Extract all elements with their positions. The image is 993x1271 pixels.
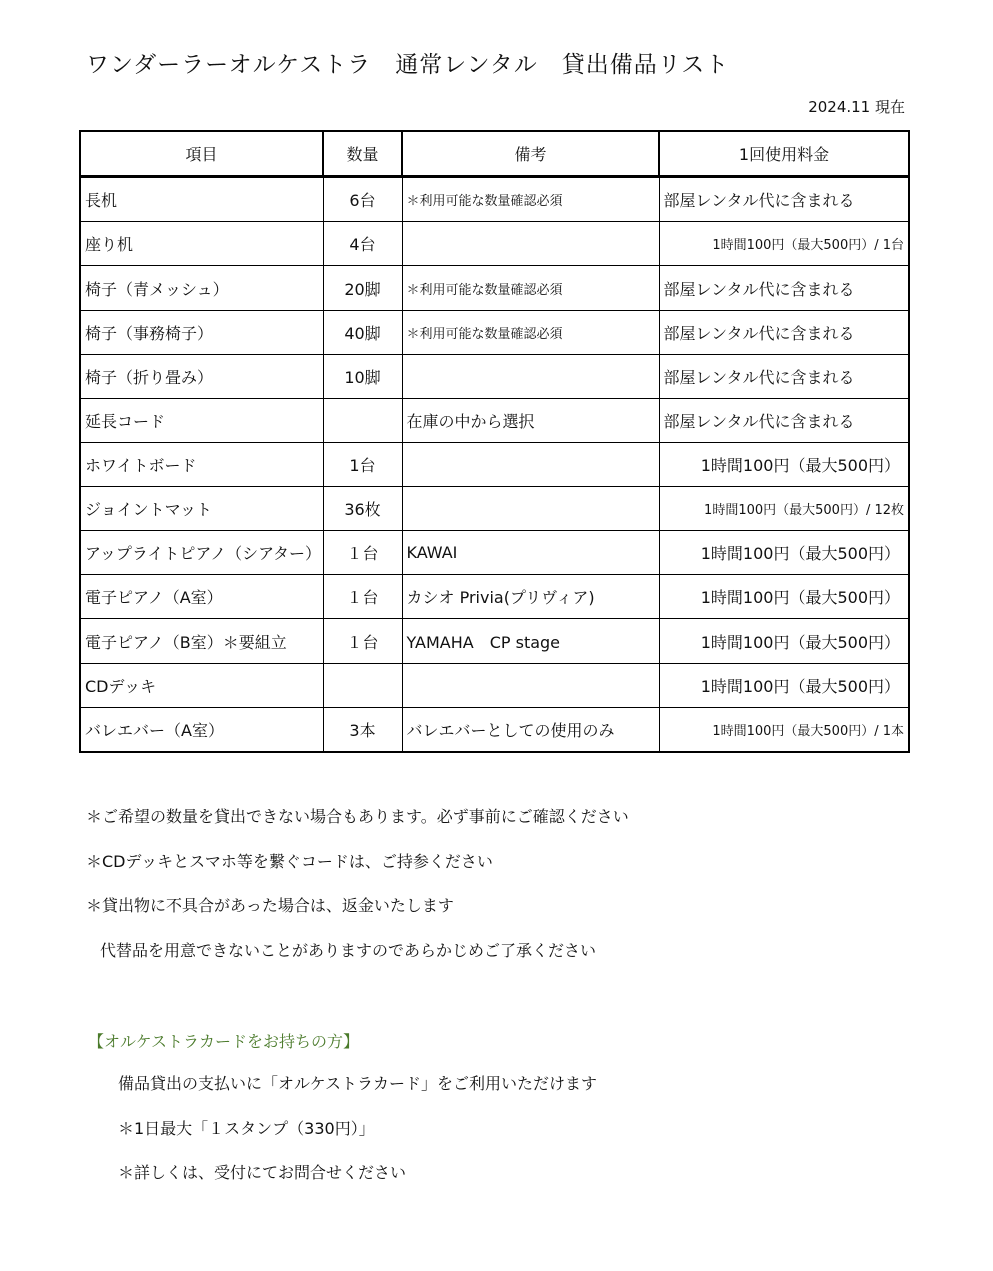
item-cell: アップライトピアノ（シアター） <box>80 531 323 575</box>
qty-cell: 40脚 <box>323 310 402 354</box>
card-line: 備品貸出の支払いに「オルケストラカード」をご利用いただけます <box>118 1074 598 1093</box>
header-fee: 1回使用料金 <box>659 131 909 177</box>
card-line: ＊1日最大「１スタンプ（330円）」 <box>118 1118 375 1138</box>
table-row <box>80 398 909 442</box>
item-cell: バレエバー（A室） <box>80 707 323 752</box>
note-cell: ＊利用可能な数量確認必須 <box>402 266 659 310</box>
item-cell: 長机 <box>80 177 323 222</box>
page-title: ワンダーラーオルケストラ 通常レンタル 貸出備品リスト <box>86 52 730 78</box>
note-line: ＊ご希望の数量を貸出できない場合もあります。必ず事前にご確認ください <box>86 807 629 826</box>
fee-cell: 部屋レンタル代に含まれる <box>659 266 909 310</box>
table-row <box>80 707 909 752</box>
qty-cell: 20脚 <box>323 266 402 310</box>
table-row <box>80 177 909 222</box>
table-row <box>80 266 909 310</box>
note-line: 代替品を用意できないことがありますのであらかじめご了承ください <box>100 940 597 960</box>
note-line: ＊貸出物に不具合があった場合は、返金いたします <box>86 896 454 915</box>
note-line: ＊CDデッキとスマホ等を繋ぐコードは、ご持参ください <box>86 851 493 871</box>
qty-cell: 36枚 <box>323 487 402 531</box>
date-label: 2024.11 現在 <box>808 98 905 116</box>
fee-cell: 1時間100円（最大500円） <box>659 575 909 619</box>
note-cell: ＊利用可能な数量確認必須 <box>402 310 659 354</box>
item-cell: 電子ピアノ（A室） <box>80 575 323 619</box>
item-cell: 椅子（青メッシュ） <box>80 266 323 310</box>
qty-cell: 6台 <box>323 177 402 222</box>
table-row <box>80 354 909 398</box>
item-cell: 椅子（事務椅子） <box>80 310 323 354</box>
note-cell: カシオ Privia(プリヴィア) <box>402 575 659 619</box>
item-cell: ジョイントマット <box>80 487 323 531</box>
table-row <box>80 442 909 486</box>
item-cell: 延長コード <box>80 398 323 442</box>
note-cell: ＊利用可能な数量確認必須 <box>402 177 659 222</box>
qty-cell: 4台 <box>323 222 402 266</box>
table-row <box>80 619 909 663</box>
note-cell: バレエバーとしての使用のみ <box>402 707 659 752</box>
fee-cell: 部屋レンタル代に含まれる <box>659 398 909 442</box>
item-cell: CDデッキ <box>80 663 323 707</box>
qty-cell: １台 <box>323 575 402 619</box>
fee-cell: 1時間100円（最大500円） <box>659 619 909 663</box>
item-cell: ホワイトボード <box>80 442 323 486</box>
note-cell: YAMAHA CP stage <box>402 619 659 663</box>
card-line: ＊詳しくは、受付にてお問合せください <box>118 1163 407 1182</box>
fee-cell: 1時間100円（最大500円）/ 1本 <box>659 707 909 752</box>
note-cell <box>402 663 659 707</box>
fee-cell: 1時間100円（最大500円）/ 1台 <box>659 222 909 266</box>
item-cell: 椅子（折り畳み） <box>80 354 323 398</box>
item-cell: 座り机 <box>80 222 323 266</box>
note-cell <box>402 222 659 266</box>
note-cell: 在庫の中から選択 <box>402 398 659 442</box>
fee-cell: 1時間100円（最大500円） <box>659 663 909 707</box>
qty-cell <box>323 663 402 707</box>
header-item: 項目 <box>80 131 323 177</box>
notes-section <box>86 806 629 984</box>
fee-cell: 1時間100円（最大500円） <box>659 531 909 575</box>
table-row <box>80 663 909 707</box>
note-cell <box>402 487 659 531</box>
card-heading: 【オルケストラカードをお持ちの方】 <box>88 1032 360 1051</box>
fee-cell: 1時間100円（最大500円） <box>659 442 909 486</box>
fee-cell: 部屋レンタル代に含まれる <box>659 177 909 222</box>
qty-cell: 3本 <box>323 707 402 752</box>
note-cell: KAWAI <box>402 531 659 575</box>
note-cell <box>402 442 659 486</box>
qty-cell: 10脚 <box>323 354 402 398</box>
qty-cell: １台 <box>323 531 402 575</box>
table-row <box>80 531 909 575</box>
fee-cell: 部屋レンタル代に含まれる <box>659 354 909 398</box>
table-row <box>80 222 909 266</box>
table-header-row <box>80 131 909 177</box>
item-cell: 電子ピアノ（B室）＊要組立 <box>80 619 323 663</box>
table-row <box>80 487 909 531</box>
header-note: 備考 <box>402 131 659 177</box>
note-cell <box>402 354 659 398</box>
table-row <box>80 575 909 619</box>
qty-cell: １台 <box>323 619 402 663</box>
card-section <box>118 1073 597 1207</box>
qty-cell <box>323 398 402 442</box>
table-row <box>80 310 909 354</box>
qty-cell: 1台 <box>323 442 402 486</box>
equipment-table <box>79 130 910 753</box>
header-qty: 数量 <box>323 131 402 177</box>
fee-cell: 1時間100円（最大500円）/ 12枚 <box>659 487 909 531</box>
fee-cell: 部屋レンタル代に含まれる <box>659 310 909 354</box>
